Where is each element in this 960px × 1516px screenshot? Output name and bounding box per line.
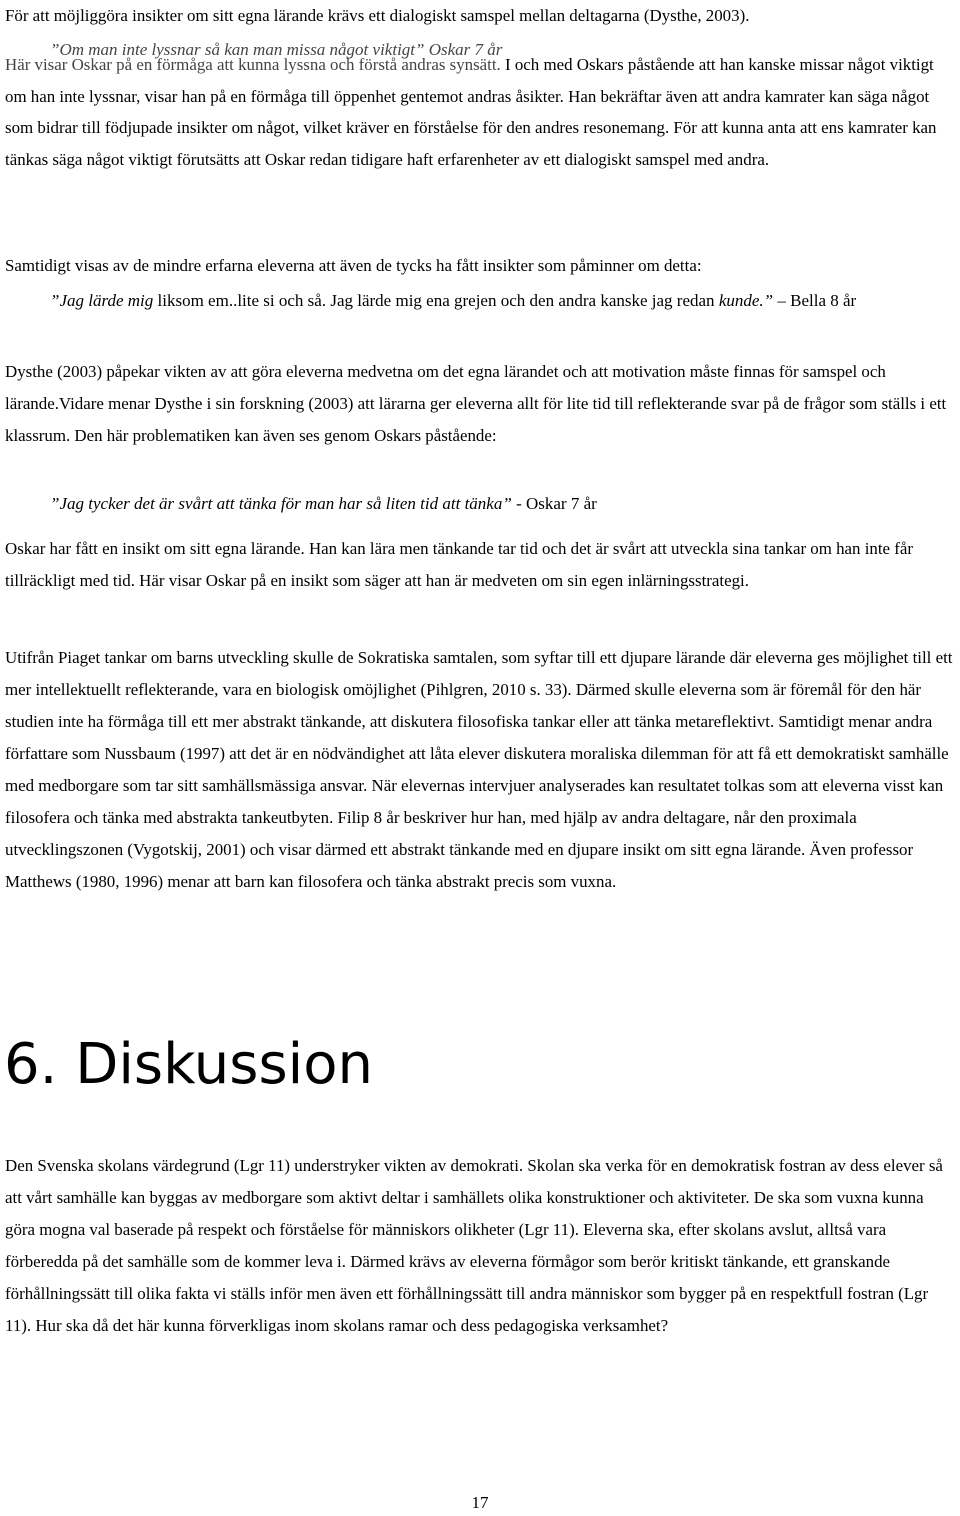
paragraph-dysthe: Dysthe (2003) påpekar vikten av att göra eleverna medvetna om det egna lärandet och att motivation måste finnas för samspel och lärande.Vidare menar Dysthe i sin forskning (2003) att lärarna ger eleverna allt för lite tid till reflekterande svar på de frågor som ställs i ett klassrum. Den här problematiken kan även ses genom Oskars påstående: — [5, 362, 947, 445]
paragraph-less-experienced: Samtidigt visas av de mindre erfarna eleverna att även de tycks ha fått insikter som påminner om detta: — [5, 256, 702, 275]
paragraph-oskar-insight: Oskar har fått en insikt om sitt egna lärande. Han kan lära men tänkande tar tid och det är svårt att utveckla sina tankar om han inte får tillräckligt med tid. Här visar Oskar på en insikt som säger att han är medveten om sin egen inlärningsstrategi. — [5, 539, 914, 590]
paragraph-oskar-analysis-rest: I och med Oskars påstående att han kanske missar något viktigt om han inte lyssnar, visar han på en förmåga till öppenhet gentemot andras åsikter. Han bekräftar även att andra kamrater kan säga något som bidrar till födjupade insikter om något, vilket kräver en förståelse för den andres resonemang. För att kunna anta att ens kamrater kan tänkas säga något viktigt förutsätts att Oskar redan tidigare haft erfarenheter av ett dialogiskt samspel med andra. — [5, 55, 937, 169]
quote-bella-attribution: – Bella 8 år — [773, 291, 857, 310]
quote-oskar-time-text: ”Jag tycker det är svårt att tänka för man har så liten tid att tänka” — [50, 494, 512, 513]
intro-paragraph: För att möjliggöra insikter om sitt egna lärande krävs ett dialogiskt samspel mellan deltagarna (Dysthe, 2003). — [5, 6, 750, 25]
quote-oskar-time-attribution: - Oskar 7 år — [516, 494, 597, 513]
quote-bella-italic-start: ”Jag lärde mig — [50, 291, 154, 310]
paragraph-oskar-analysis-first-sentence: Här visar Oskar på en förmåga att kunna lyssna och förstå andras synsätt. — [5, 55, 501, 74]
quote-bella — [50, 288, 930, 314]
page-number: 17 — [471, 1493, 489, 1512]
quote-oskar-time — [50, 490, 930, 518]
paragraph-discussion: Den Svenska skolans värdegrund (Lgr 11) understryker vikten av demokrati. Skolan ska verka för en demokratisk fostran av dess elever så att vårt samhälle kan byggas av medborgare som aktivt deltar i samhällets olika konstruktioner och aktiviteter. De ska som vuxna kunna göra mogna val baserade på respekt och förståelse för människors olikheter (Lgr 11). Eleverna ska, efter skolans avslut, alltså vara förberedda på det samhälle som de kommer leva i. Därmed krävs av eleverna förmågor som berör kritiskt tänkande, ett granskande förhållningssätt till olika fakta vi ställs inför men även ett förhållningssätt till andra människor som bygger på en respektfull fostran (Lgr 11). Hur ska då det här kunna förverkligas inom skolans ramar och dess pedagogiska verksamhet? — [5, 1156, 943, 1335]
section-heading: 6. Diskussion — [4, 1032, 373, 1097]
paragraph-piaget: Utifrån Piaget tankar om barns utveckling skulle de Sokratiska samtalen, som syftar till ett djupare lärande där eleverna ges möjlighet till ett mer intellektuellt reflekterande, vara en biologisk omöjlighet (Pihlgren, 2010 s. 33). Därmed skulle eleverna som är föremål för den här studien inte ha förmåga till ett mer abstrakt tänkande, att diskutera filosofiska tankar eller att tänka metareflektivt. Samtidigt menar andra författare som Nussbaum (1997) att det är en nödvändighet att låta elever diskutera moraliska dilemman för att få ett demokratiskt samhälle med medborgare som tar sitt samhällsmässiga ansvar. När elevernas intervjuer analyserades kan resultatet tolkas som att eleverna visst kan filosofera och tänka med abstrakta tankeutbyten. Filip 8 år beskriver hur han, med hjälp av andra deltagare, når den proximala utvecklingszonen (Vygotskij, 2001) och visar därmed ett abstrakt tänkande med en djupare insikt om sitt egna lärande. Även professor Matthews (1980, 1996) menar att barn kan filosofera och tänka abstrakt precis som vuxna. — [5, 648, 953, 891]
paragraph-oskar-analysis — [5, 49, 957, 175]
quote-oskar-listen: ”Om man inte lyssnar så kan man missa något viktigt” Oskar 7 år — [50, 40, 503, 59]
quote-bella-middle: liksom em..lite si och så. Jag lärde mig ena grejen och den andra kanske jag redan — [153, 291, 719, 310]
quote-bella-italic-end: kunde.” — [718, 291, 774, 310]
